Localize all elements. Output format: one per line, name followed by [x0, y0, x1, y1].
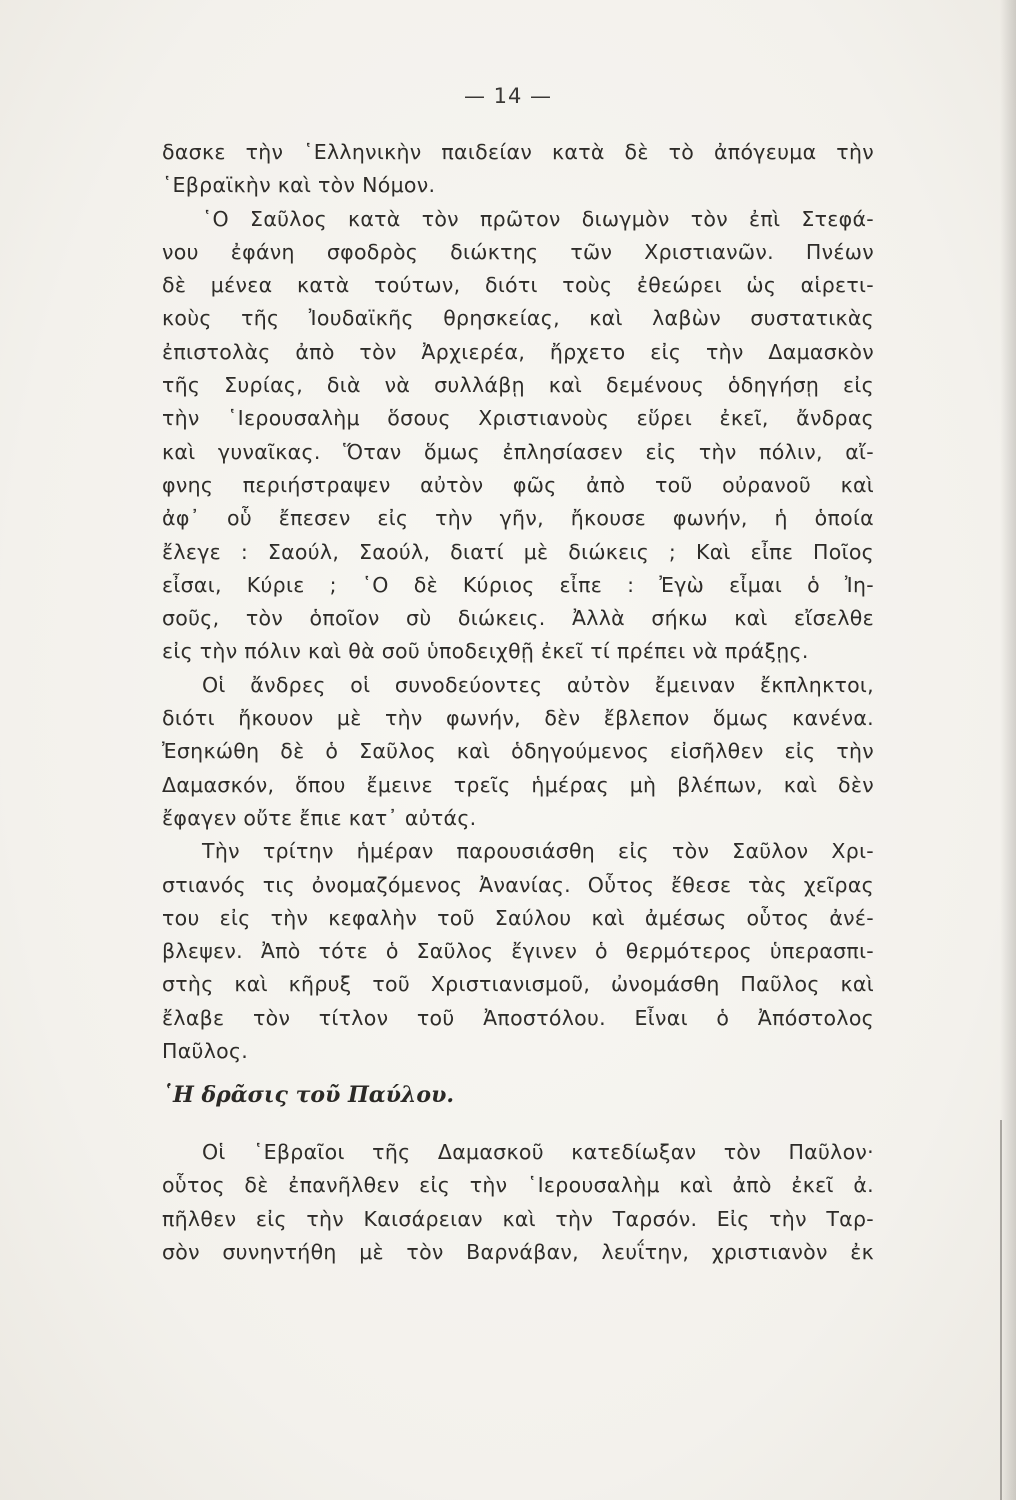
- text-line: Ἐσηκώθη δὲ ὁ Σαῦλος καὶ ὁδηγούμενος εἰσῆλθεν εἰς τὴν: [162, 739, 874, 764]
- text-line: ῾Ο Σαῦλος κατὰ τὸν πρῶτον διωγμὸν τὸν ἐπὶ Στεφά-: [202, 206, 874, 231]
- text-line: τῆς Συρίας, διὰ νὰ συλλάβῃ καὶ δεμένους ὁδηγήσῃ εἰς: [162, 373, 874, 398]
- text-line: εἰς τὴν πόλιν καὶ θὰ σοῦ ὑποδειχθῇ ἐκεῖ τί πρέπει νὰ πράξῃς.: [162, 639, 809, 664]
- text-line: διότι ἤκουον μὲ τὴν φωνήν, δὲν ἔβλεπον ὅμως κανένα.: [162, 706, 874, 731]
- text-line: δὲ μένεα κατὰ τούτων, διότι τοὺς ἐθεώρει ὡς αἱρετι-: [162, 273, 874, 298]
- page-number: — 14 —: [463, 84, 553, 108]
- text-line: νου ἐφάνη σφοδρὸς διώκτης τῶν Χριστιανῶν. Πνέων: [162, 239, 874, 264]
- page-margin-mark: [1000, 1120, 1002, 1500]
- text-line: σοῦς, τὸν ὁποῖον σὺ διώκεις. Ἀλλὰ σήκω καὶ εἴσελθε: [162, 606, 874, 631]
- text-line: βλεψεν. Ἀπὸ τότε ὁ Σαῦλος ἔγινεν ὁ θερμότερος ὑπερασπι-: [162, 939, 874, 964]
- text-line: Οἱ ἄνδρες οἱ συνοδεύοντες αὐτὸν ἔμειναν ἔκπληκτοι,: [202, 672, 874, 697]
- text-line: Παῦλος.: [162, 1039, 249, 1064]
- text-line: ἀφ᾽ οὗ ἔπεσεν εἰς τὴν γῆν, ἤκουσε φωνήν, ἡ ὁποία: [162, 506, 874, 531]
- text-line: ῾Εβραϊκὴν καὶ τὸν Νόμον.: [162, 173, 436, 198]
- text-line: Δαμασκόν, ὅπου ἔμεινε τρεῖς ἡμέρας μὴ βλέπων, καὶ δὲν: [162, 772, 874, 797]
- page-edge-shadow: [1000, 0, 1016, 1500]
- text-line: ἔλεγε : Σαούλ, Σαούλ, διατί μὲ διώκεις ; Καὶ εἶπε Ποῖος: [162, 539, 874, 564]
- text-line: ἔλαβε τὸν τίτλον τοῦ Ἀποστόλου. Εἶναι ὁ Ἀπόστολος: [162, 1005, 874, 1030]
- text-line: Τὴν τρίτην ἡμέραν παρουσιάσθη εἰς τὸν Σαῦλον Χρι-: [202, 839, 874, 864]
- text-line: δασκε τὴν ῾Ελληνικὴν παιδείαν κατὰ δὲ τὸ ἀπόγευμα τὴν: [162, 140, 874, 164]
- text-line: στὴς καὶ κῆρυξ τοῦ Χριστιανισμοῦ, ὠνομάσθη Παῦλος καὶ: [162, 972, 874, 997]
- text-line: στιανός τις ὀνομαζόμενος Ἀνανίας. Οὗτος ἔθεσε τὰς χεῖρας: [162, 872, 874, 897]
- text-line: κοὺς τῆς Ἰουδαϊκῆς θρησκείας, καὶ λαβὼν συστατικὰς: [162, 306, 874, 331]
- section-heading: ῾Η δρᾶσις τοῦ Παύλου.: [162, 1082, 455, 1108]
- text-line: οὗτος δὲ ἐπανῆλθεν εἰς τὴν ῾Ιερουσαλὴμ καὶ ἀπὸ ἐκεῖ ἀ.: [162, 1173, 874, 1198]
- main-text: [162, 136, 874, 1068]
- text-line: ἔφαγεν οὔτε ἔπιε κατ᾽ αὐτάς.: [162, 805, 477, 830]
- text-line: καὶ γυναῖκας. Ὅταν ὅμως ἐπλησίασεν εἰς τὴν πόλιν, αἴ-: [162, 439, 874, 464]
- text-line: τὴν ῾Ιερουσαλὴμ ὅσους Χριστιανοὺς εὕρει ἐκεῖ, ἄνδρας: [162, 406, 874, 431]
- text-line: πῆλθεν εἰς τὴν Καισάρειαν καὶ τὴν Ταρσόν. Εἰς τὴν Ταρ-: [162, 1206, 874, 1231]
- section-text: [162, 1136, 874, 1269]
- text-line: ἐπιστολὰς ἀπὸ τὸν Ἀρχιερέα, ἤρχετο εἰς τὴν Δαμασκὸν: [162, 339, 874, 364]
- text-line: φνης περιήστραψεν αὐτὸν φῶς ἀπὸ τοῦ οὐρανοῦ καὶ: [162, 472, 874, 497]
- text-line: Οἱ ῾Εβραῖοι τῆς Δαμασκοῦ κατεδίωξαν τὸν Παῦλον·: [202, 1140, 874, 1164]
- text-line: σὸν συνηντήθη μὲ τὸν Βαρνάβαν, λευΐτην, χριστιανὸν ἐκ: [162, 1239, 874, 1264]
- text-line: του εἰς τὴν κεφαλὴν τοῦ Σαύλου καὶ ἀμέσως οὗτος ἀνέ-: [162, 905, 874, 930]
- text-line: εἶσαι, Κύριε ; ῾Ο δὲ Κύριος εἶπε : Ἐγὼ εἶμαι ὁ Ἰη-: [162, 572, 874, 597]
